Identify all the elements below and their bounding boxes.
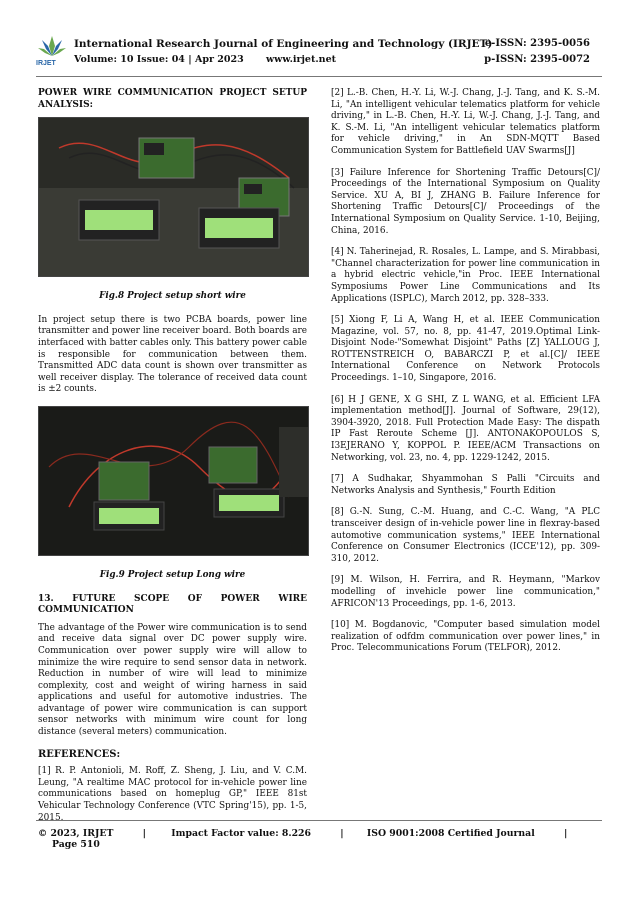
journal-website[interactable]: www.irjet.net bbox=[266, 54, 337, 65]
footer-separator: | bbox=[142, 828, 147, 839]
fig8-photo bbox=[38, 117, 309, 277]
reference-item: [6] H J GENE, X G SHI, Z L WANG, et al. Efficient LFA implementation method[J]. Journal of Software, 29(12), 3904-3920, 2018. Full Protection Made Easy: The dispath IP Fast Reroute Scheme [J]. ANTONAKOPOULOS S, I3EJERANO Y, KOPPOL P. IEEE/ACM Transactions on Networking, vol. 23, no. 4, pp. 1229-1242, 2015. bbox=[331, 394, 600, 463]
reference-item: [2] L.-B. Chen, H.-Y. Li, W.-J. Chang, J.-J. Tang, and K. S.-M. Li, "An intelligent vehicular telematics platform for vehicle driving," in L.-B. Chen, H.-Y. Li, W.-J. Chang, J.-J. Tang, and K. S.-M. Li, "An intelligent vehicular telematics platform for vehicle driving," in An SDN-MQTT Based Communication System for Battlefield UAV Swarms[J] bbox=[331, 88, 600, 156]
left-column bbox=[38, 88, 307, 834]
page-header bbox=[36, 34, 602, 74]
footer-rule bbox=[36, 820, 602, 821]
setup-paragraph: In project setup there is two PCBA boards, power line transmitter and power line receiver board. Both boards are interfaced with batter cables only. This battery power cable is responsible for communication between them. Transmitted ADC data count is shown over transmitter as well receiver display. The tolerance of received data count is ±2 counts. bbox=[38, 314, 307, 395]
fig9-image bbox=[39, 407, 308, 555]
reference-item: [10] M. Bogdanovic, "Computer based simulation model realization of odfdm communication over power lines," in Proc. Telecommunications Forum (TELFOR), 2012. bbox=[331, 620, 600, 654]
footer-separator: | bbox=[340, 828, 344, 839]
pissn: p-ISSN: 2395-0072 bbox=[484, 54, 590, 65]
footer-separator: | bbox=[563, 828, 568, 839]
references-heading: REFERENCES: bbox=[38, 748, 121, 760]
fig8-caption: Fig.8 Project setup short wire bbox=[99, 291, 246, 302]
reference-item: [8] G.-N. Sung, C.-M. Huang, and C.-C. Wang, "A PLC transceiver design of in-vehicle power line in flexray-based automotive communication systems," IEEE International Conference on Consumer Electronics (ICCE'12), pp. 309-310, 2012. bbox=[331, 507, 600, 564]
future-scope-paragraph: The advantage of the Power wire communication is to send and receive data signal over DC power supply wire. Communication over power supply wire will allow to minimize the wire require to send sensor data in network. Reduction in number of wire will lead to minimize complexity, cost and weight of wiring harness in said applications and useful for automotive industries. The advantage of power wire communication is can support sensor networks with minimum wire count for long distance (several meters) communication. bbox=[38, 622, 307, 738]
reference-item: [9] M. Wilson, H. Ferrira, and R. Heymann, "Markov modelling of invehicle power line communication," AFRICON'13 Proceedings, pp. 1-6, 2013. bbox=[331, 575, 600, 609]
right-column bbox=[331, 88, 600, 665]
logo-wordmark: IRJET bbox=[36, 60, 56, 67]
reference-item: [5] Xiong F, Li A, Wang H, et al. IEEE Communication Magazine, vol. 57, no. 8, pp. 41-47, 2019.Optimal Link-Disjoint Node-"Somewhat Disjoint" Paths [Z] YALLOUG J, ROTTENSTREICH O, BABARCZI P, et al.[C]/ IEEE International Conference on Network Protocols Proceedings. 1–10, Singapore, 2016. bbox=[331, 315, 600, 384]
footer-iso: ISO 9001:2008 Certified Journal bbox=[366, 828, 535, 839]
reference-item: [3] Failure Inference for Shortening Traffic Detours[C]/ Proceedings of the International Symposium on Quality Service. XU A, BI J, ZHANG B. Failure Inference for Shortening Traffic Detours[C]/ Proceedings of the International Symposium on Quality Service. 1-10, Beijing, China, 2016. bbox=[331, 167, 600, 236]
fig9-photo bbox=[38, 406, 309, 556]
footer-impact-factor: Impact Factor value: 8.226 bbox=[171, 828, 311, 839]
section-heading-setup: POWER WIRE COMMUNICATION PROJECT SETUP ANALYSIS: bbox=[38, 88, 307, 110]
fig8-image bbox=[39, 118, 308, 276]
page-footer bbox=[38, 828, 604, 850]
fig9-caption: Fig.9 Project setup Long wire bbox=[99, 569, 246, 580]
section-heading-future-scope: 13. FUTURE SCOPE OF POWER WIRE COMMUNICATION bbox=[38, 593, 307, 616]
reference-item: [4] N. Taherinejad, R. Rosales, L. Lampe, and S. Mirabbasi, "Channel characterization for power line communication in a hybrid electric vehicle,"in Proc. IEEE International Symposiums Power Line Communications and Its Applications (ISPLC), March 2012, pp. 328–333. bbox=[331, 247, 600, 304]
eissn: e-ISSN: 2395-0056 bbox=[484, 38, 590, 49]
volume-issue: Volume: 10 Issue: 04 | Apr 2023 bbox=[74, 54, 244, 65]
footer-copyright: © 2023, IRJET bbox=[38, 828, 114, 839]
footer-page-number: Page 510 bbox=[52, 839, 100, 850]
reference-item: [7] A Sudhakar, Shyammohan S Palli "Circuits and Networks Analysis and Synthesis," Fourth Edition bbox=[331, 474, 600, 496]
journal-title: International Research Journal of Engineering and Technology (IRJET) bbox=[74, 38, 493, 50]
header-rule bbox=[36, 76, 602, 77]
reference-item: [1] R. P. Antonioli, M. Roff, Z. Sheng, J. Liu, and V. C.M. Leung, "A realtime MAC protocol for in-vehicle power line communications based on homeplug GP," IEEE 81st Vehicular Technology Conference (VTC Spring'15), pp. 1-5, 2015. bbox=[38, 766, 307, 823]
